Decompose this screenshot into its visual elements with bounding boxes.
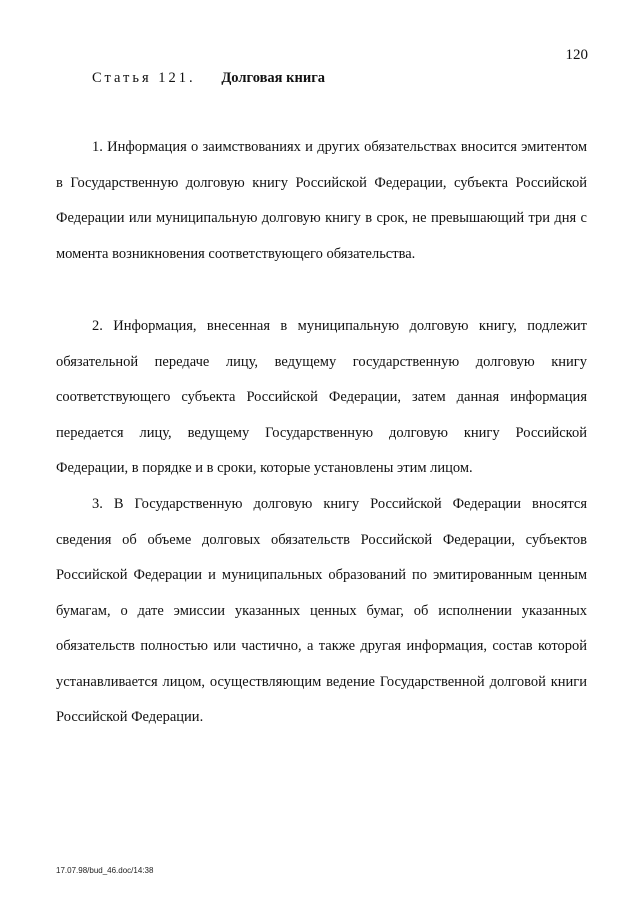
article-header — [92, 70, 325, 87]
article-label: Статья 121. — [92, 70, 196, 86]
paragraph-2: 2. Информация, внесенная в муниципальную долговую книгу, подлежит обязательной передаче лицу, ведущему государственную долговую книгу соответствующего субъекта Российской Федерации, затем данная информация передается лицу, ведущему Государственную долговую книгу Российской Федерации, в порядке и в сроки, которые установлены этим лицом. — [56, 318, 587, 476]
footer-file-stamp: 17.07.98/bud_46.doc/14:38 — [56, 866, 154, 875]
paragraph-1: 1. Информация о заимствованиях и других обязательствах вносится эмитентом в Государственную долговую книгу Российской Федерации, субъекта Российской Федерации или муниципальную долговую книгу в срок, не превышающий три дня с момента возникновения соответствующего обязательства. — [56, 139, 587, 262]
paragraph-3: 3. В Государственную долговую книгу Российской Федерации вносятся сведения об объеме долговых обязательств Российской Федерации, субъектов Российской Федерации и муниципальных образований по эмитированным ценным бумагам, о дате эмиссии указанных ценных бумаг, об исполнении указанных обязательств полностью или частично, а также другая информация, состав которой устанавливается лицом, осуществляющим ведение Государственной долговой книги Российской Федерации. — [56, 496, 587, 725]
article-title: Долговая книга — [221, 70, 326, 86]
page-number: 120 — [565, 47, 588, 63]
